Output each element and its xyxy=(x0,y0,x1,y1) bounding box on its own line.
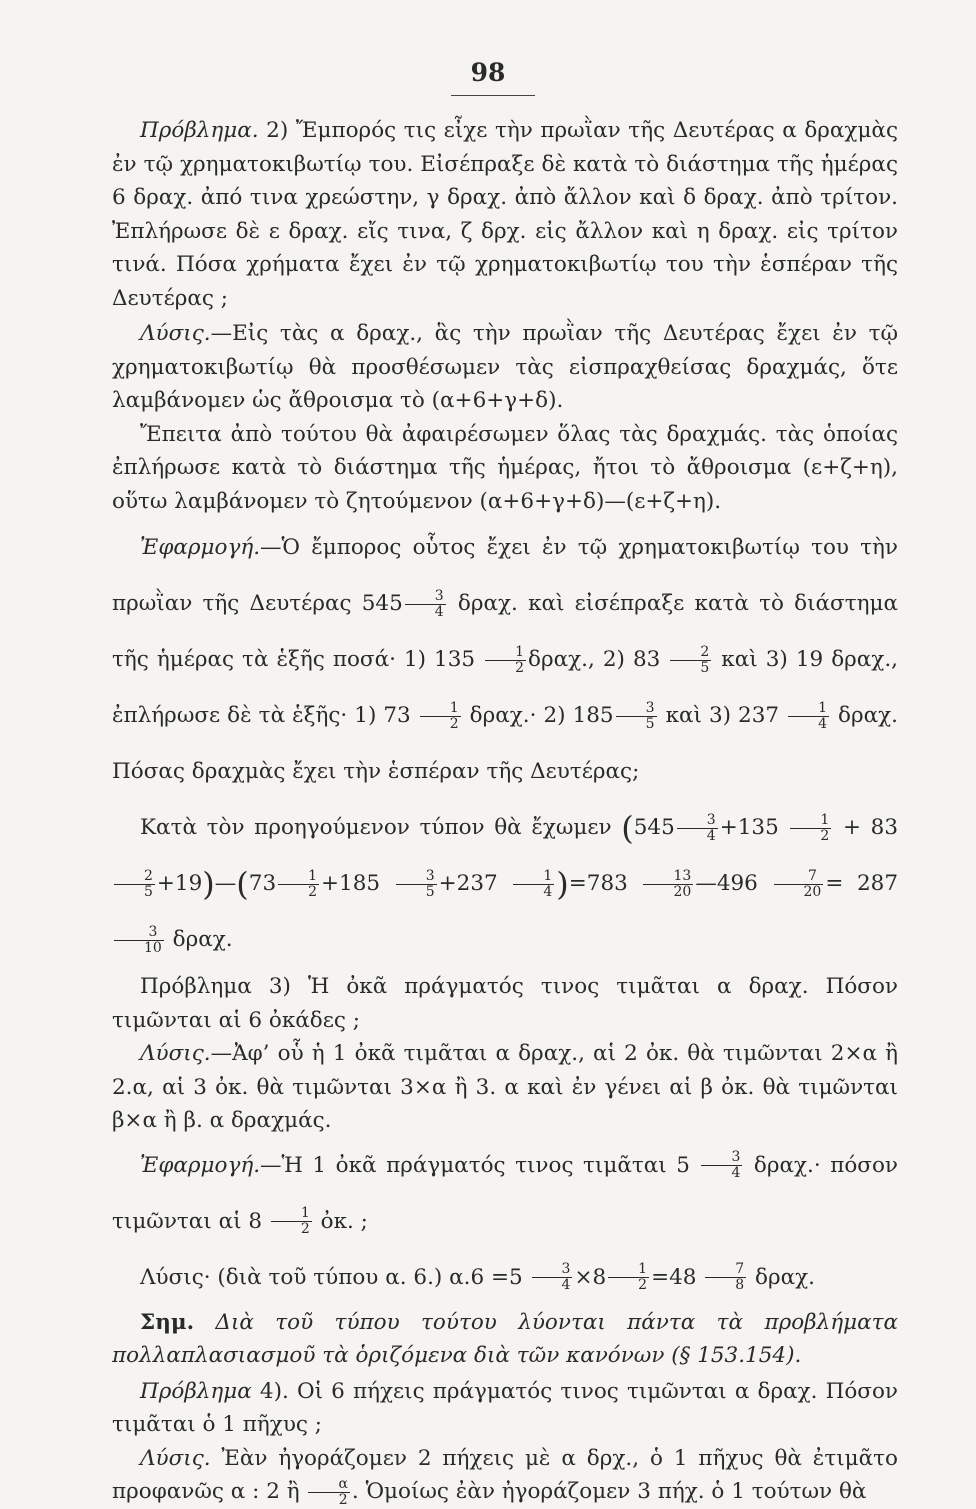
fraction: $\frac{7}{8}$ xyxy=(705,1262,746,1293)
application-label: Ἐφαρμογή. xyxy=(140,535,261,560)
fraction: $\frac{7}{20}$ xyxy=(774,869,824,900)
fraction: $\frac{1}{4}$ xyxy=(788,701,829,732)
fraction: $\frac{3}{5}$ xyxy=(616,701,657,732)
fraction: $\frac{2}{5}$ xyxy=(114,869,155,900)
fraction: $\frac{3}{5}$ xyxy=(396,869,437,900)
fraction: $\frac{3}{4}$ xyxy=(532,1262,573,1293)
page-body xyxy=(112,114,898,1509)
fraction: $\frac{1}{2}$ xyxy=(271,1206,312,1237)
application-label: Ἐφαρμογή. xyxy=(140,1152,261,1178)
fraction: $\frac{1}{2}$ xyxy=(485,645,526,676)
page-number: 98 xyxy=(470,58,506,87)
problem-3-statement: Πρόβλημα 3) Ἡ ὀκᾶ πράγματός τινος τιμᾶται α δραχ. Πόσον τιμῶνται αἱ 6 ὀκάδες ; xyxy=(112,974,898,1033)
note: Σημ. Διὰ τοῦ τύπου τούτου λύονται πάντα τὰ προβλήματα πολλαπλασιασμοῦ τὰ ὁριζόμενα διὰ τῶν κανόνων (§ 153.154). xyxy=(112,1309,898,1368)
solution-label: Λύσις. xyxy=(140,1445,211,1471)
fraction: $\frac{2}{5}$ xyxy=(670,645,711,676)
fraction: $\frac{\alpha}{2}$ xyxy=(308,1477,349,1508)
fraction: $\frac{3}{4}$ xyxy=(701,1150,742,1181)
fraction: $\frac{1}{2}$ xyxy=(420,701,461,732)
note-label: Σημ. xyxy=(140,1309,195,1335)
problem-2-application: Ἐφαρμογή.—Ὁ ἔμπορος οὗτος ἔχει ἐν τῷ χρηματοκιβωτίῳ του τὴν πρωῒαν τῆς Δευτέρας 545 $\frac{3}{4}$ δραχ. καὶ εἰσέπραξε κατὰ τὸ διάστημα τῆς ἡμέρας τὰ ἑξῆς ποσά· 1) 135 $\frac{1}{2}$ δραχ., 2) 83 $\frac{2}{5}$ καὶ 3) 19 δραχ., ἐπλήρωσε δὲ τὰ ἑξῆς· 1) 73 $\frac{1}{2}$ δραχ.· 2) 185 $\frac{3}{5}$ καὶ 3) 237 $\frac{1}{4}$ δραχ. Πόσας δραχμὰς ἔχει τὴν ἑσπέραν τῆς Δευτέρας; xyxy=(112,535,899,784)
problem-label: Πρόβλημα. xyxy=(140,118,259,143)
problem-2-solution: Λύσις.—Εἰς τὰς α δραχ., ἃς τὴν πρωῒαν τῆς Δευτέρας ἔχει ἐν τῷ χρηματοκιβωτίῳ θὰ προσθέσωμεν τὰς εἰσπραχθείσας δραχμάς, ὅτε λαμβάνομεν ὡς ἄθροισμα τὸ (α+6+γ+δ). xyxy=(112,321,898,413)
problem-label: Πρόβλημα xyxy=(140,1378,252,1404)
fraction: $\frac{1}{2}$ xyxy=(608,1262,649,1293)
fraction: $\frac{3}{4}$ xyxy=(405,589,446,620)
fraction: $\frac{13}{20}$ xyxy=(643,869,693,900)
fraction: $\frac{1}{4}$ xyxy=(513,869,554,900)
fraction: $\frac{3}{4}$ xyxy=(677,813,718,844)
page-number-rule xyxy=(451,95,535,96)
problem-2-computation: Κατὰ τὸν προηγούμενον τύπον θὰ ἔχωμεν (545 $\frac{3}{4}$ +135 $\frac{1}{2}$ + 83 $\frac{2}{5}$ +19)—(73 $\frac{1}{2}$ +185 $\frac{3}{5}$ +237 $\frac{1}{4}$ )=783 $\frac{13}{20}$ —496 $\frac{7}{20}$ = 287 $\frac{3}{10}$ δραχ. xyxy=(112,800,898,968)
problem-2-solution-continued: Ἔπειτα ἀπὸ τούτου θὰ ἀφαιρέσωμεν ὅλας τὰς δραχμάς. τὰς ὁποίας ἐπλήρωσε κατὰ τὸ διάστημα τῆς ἡμέρας, ἤτοι τὸ ἄθροισμα (ε+ζ+η), οὕτω λαμβάνομεν τὸ ζητούμενον (α+6+γ+δ)—(ε+ζ+η). xyxy=(112,421,898,514)
solution-label: Λύσις. xyxy=(140,321,211,346)
problem-3-application: Ἐφαρμογή.—Ἡ 1 ὀκᾶ πράγματός τινος τιμᾶται 5 $\frac{3}{4}$ δραχ.· πόσον τιμῶνται αἱ 8 $\frac{1}{2}$ ὀκ. ; xyxy=(112,1149,898,1237)
problem-3-application-solution: Λύσις· (διὰ τοῦ τύπου α. 6.) α.6 =5 $\frac{3}{4}$ ×8 $\frac{1}{2}$ =48 $\frac{7}{8}$ δραχ. xyxy=(140,1261,816,1293)
fraction: $\frac{1}{2}$ xyxy=(278,869,319,900)
solution-label: Λύσις. xyxy=(140,1041,211,1066)
problem-4-solution: Λύσις. Ἐὰν ἠγοράζομεν 2 πήχεις μὲ α δρχ., ὁ 1 πῆχυς θὰ ἐτιμᾶτο προφανῶς α : 2 ἢ $\frac{\alpha}{2}$ . Ὁμοίως ἐὰν ἠγοράζομεν 3 πήχ. ὁ 1 τούτων θὰ xyxy=(112,1445,898,1508)
fraction: $\frac{3}{10}$ xyxy=(114,925,164,956)
problem-4-statement: Πρόβλημα 4). Οἱ 6 πήχεις πράγματός τινος τιμῶνται α δραχ. Πόσον τιμᾶται ὁ 1 πῆχυς ; xyxy=(112,1378,898,1437)
problem-2-statement: Πρόβλημα. 2) Ἔμπορός τις εἶχε τὴν πρωῒαν τῆς Δευτέρας α δραχμὰς ἐν τῷ χρηματοκιβωτίῳ του. Εἰσέπραξε δὲ κατὰ τὸ διάστημα τῆς ἡμέρας 6 δραχ. ἀπό τινα χρεώστην, γ δραχ. ἀπὸ ἄλλον καὶ δ δραχ. ἀπὸ τρίτον. Ἐπλήρωσε δὲ ε δραχ. εἴς τινα, ζ δρχ. εἰς ἄλλον καὶ η δραχ. εἰς τρίτον τινά. Πόσα χρήματα ἔχει ἐν τῷ χρηματοκιβωτίῳ του τὴν ἑσπέραν τῆς Δευτέρας ; xyxy=(112,118,898,311)
fraction: $\frac{1}{2}$ xyxy=(790,813,831,844)
problem-3-solution: Λύσις.—Ἀφ’ οὗ ἡ 1 ὀκᾶ τιμᾶται α δραχ., αἱ 2 ὀκ. θὰ τιμῶνται 2×α ἢ 2.α, αἱ 3 ὀκ. θὰ τιμῶνται 3×α ἢ 3. α καὶ ἐν γένει αἱ β ὀκ. θὰ τιμῶνται β×α ἢ β. α δραχμάς. xyxy=(112,1041,898,1133)
